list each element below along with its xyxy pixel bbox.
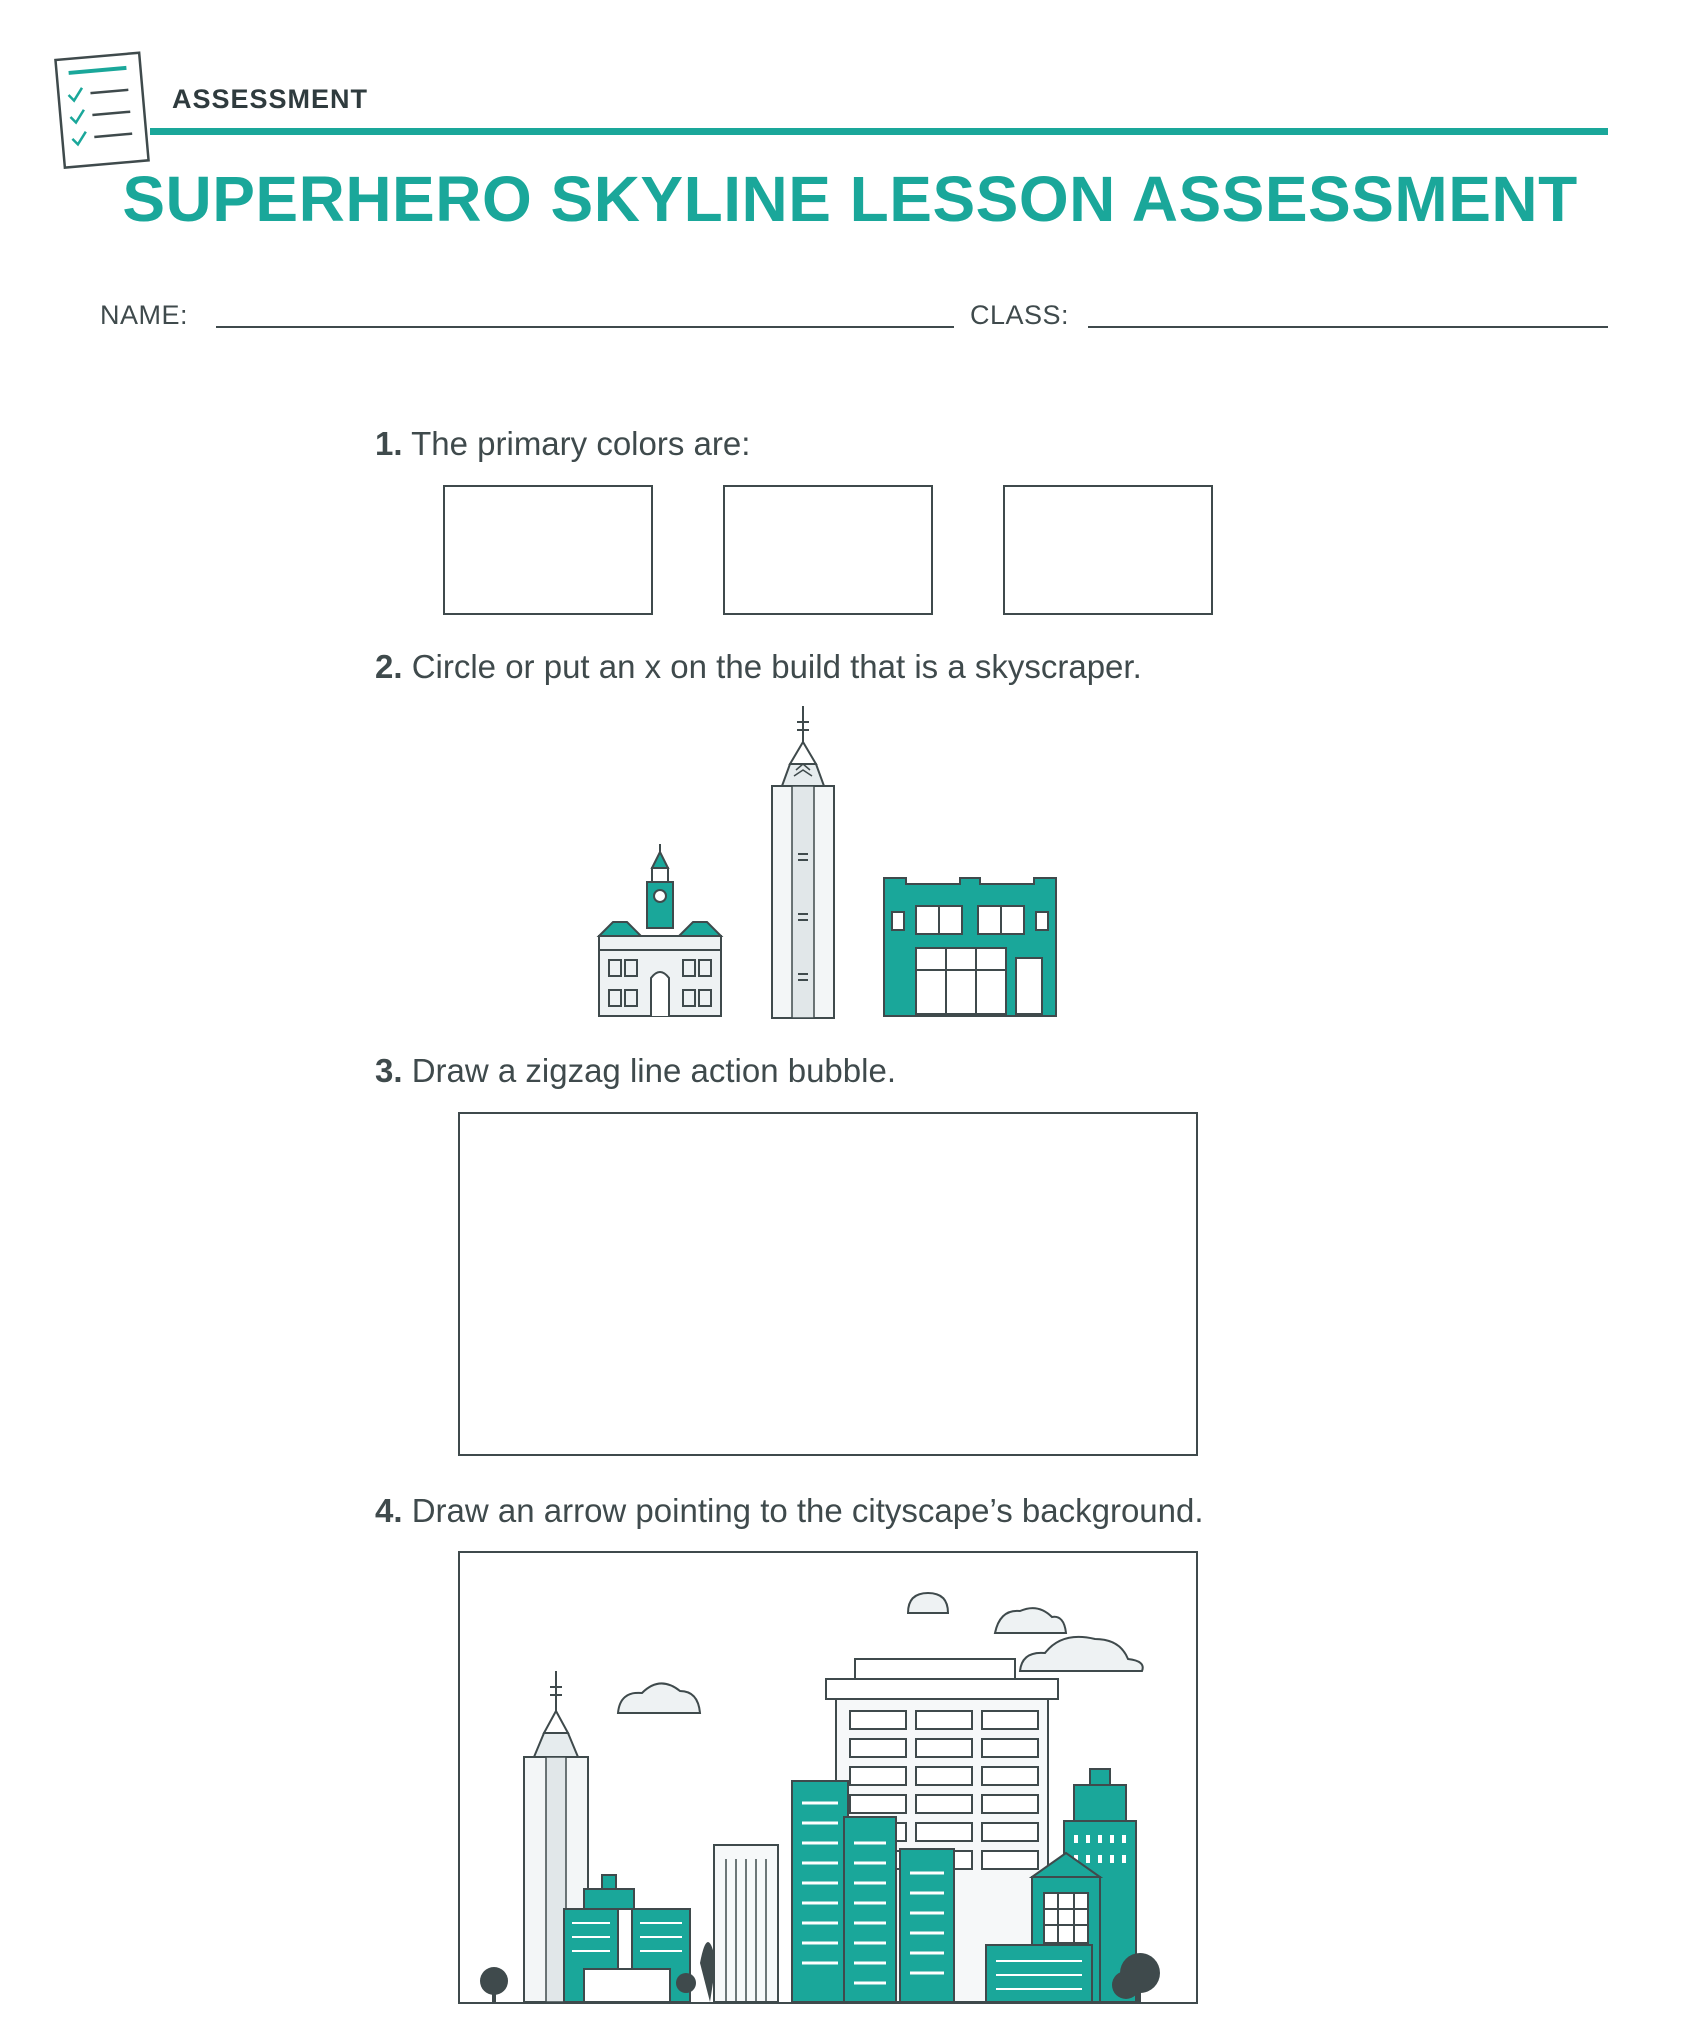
class-label: CLASS: — [970, 300, 1070, 330]
name-label: NAME: — [100, 300, 189, 330]
question-1: 1. The primary colors are: — [375, 425, 751, 462]
name-field[interactable] — [216, 326, 954, 328]
answer-box-color-1[interactable] — [443, 485, 653, 615]
skyscraper-building-option[interactable] — [768, 704, 838, 1020]
header-divider — [150, 128, 1608, 135]
checklist-icon — [52, 48, 156, 172]
cityscape-illustration — [460, 1553, 1196, 2002]
section-label: ASSESSMENT — [172, 84, 369, 114]
question-3: 3. Draw a zigzag line action bubble. — [375, 1052, 896, 1089]
town-hall-building-option[interactable] — [595, 840, 727, 1020]
question-4: 4. Draw an arrow pointing to the cityscape’s background. — [375, 1492, 1204, 1529]
page-title: SUPERHERO SKYLINE LESSON ASSESSMENT — [122, 163, 1578, 235]
warehouse-building-option[interactable] — [880, 872, 1060, 1020]
drawing-area-action-bubble[interactable] — [458, 1112, 1198, 1456]
answer-box-color-2[interactable] — [723, 485, 933, 615]
cityscape-frame[interactable] — [458, 1551, 1198, 2004]
class-field[interactable] — [1088, 326, 1608, 328]
answer-box-color-3[interactable] — [1003, 485, 1213, 615]
question-2: 2. Circle or put an x on the build that is a skyscraper. — [375, 648, 1142, 685]
